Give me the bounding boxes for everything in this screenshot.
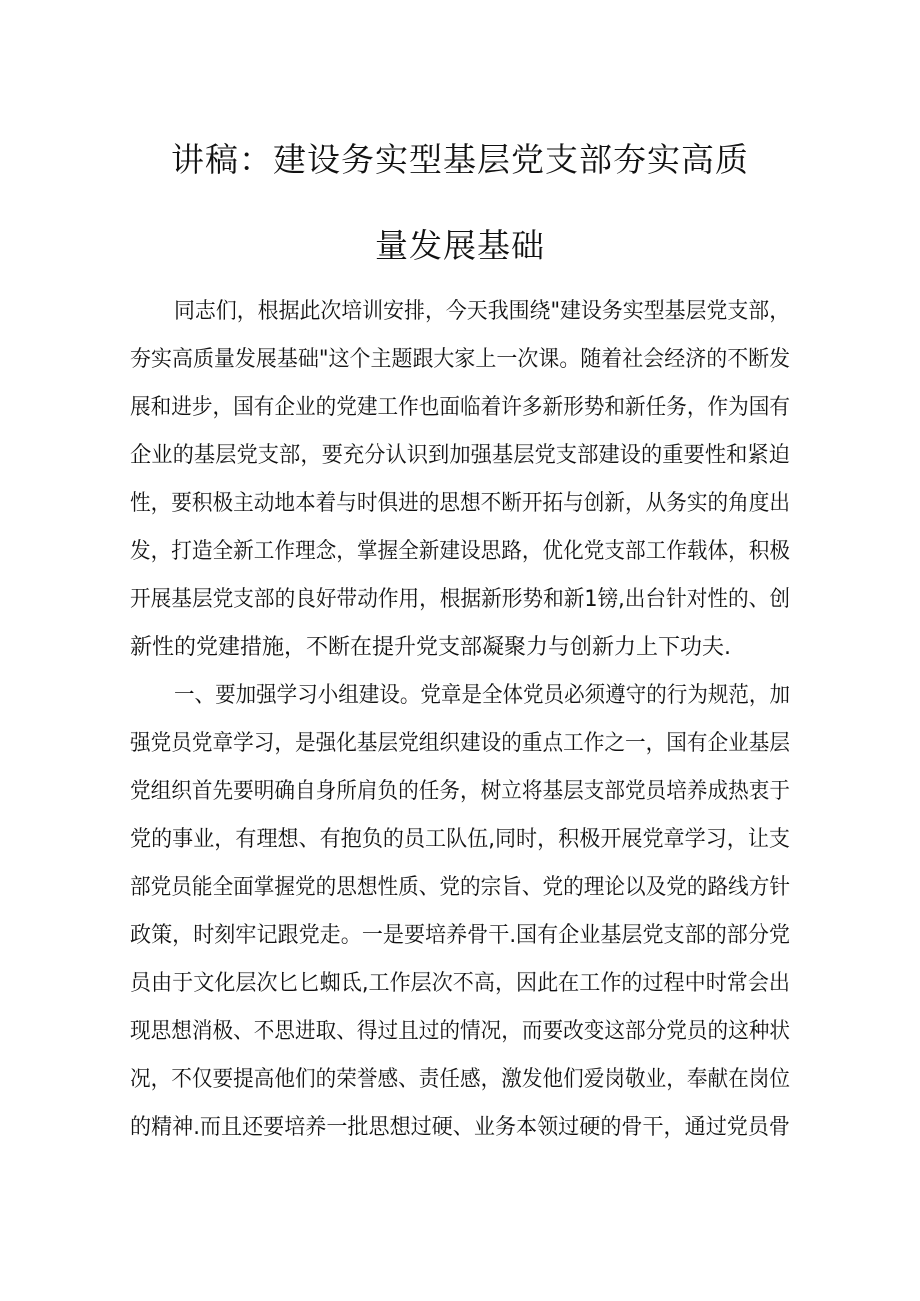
- paragraph-1-line-8: 新性的党建措施，不断在提升党支部凝聚力与创新力上下功夫.: [130, 635, 731, 660]
- paragraph-2-line-8: 现思想消极、不思进取、得过且过的情况，而要改变这部分党员的这种状: [130, 1019, 791, 1044]
- paragraph-2-line-7: 员由于文化层次匕匕蜘氐,工作层次不高，因此在工作的过程中时常会出: [130, 971, 790, 996]
- paragraph-2-line-10: 的精神.而且还要培养一批思想过硬、业务本领过硬的骨干，通过党员骨: [130, 1115, 790, 1140]
- document-title-line-2: 量发展基础: [375, 226, 545, 265]
- paragraph-1-line-3: 展和进步，国有企业的党建工作也面临着许多新形势和新任务，作为国有: [130, 395, 791, 420]
- paragraph-2-line-2: 强党员党章学习，是强化基层党组织建设的重点工作之一，国有企业基层: [130, 731, 791, 756]
- paragraph-2-line-6: 政策，时刻牢记跟党走。一是要培养骨干.国有企业基层党支部的部分党: [130, 923, 790, 948]
- paragraph-2-line-3: 党组织首先要明确自身所肩负的任务，树立将基层支部党员培养成热衷于: [130, 779, 791, 804]
- paragraph-1-line-4: 企业的基层党支部，要充分认识到加强基层党支部建设的重要性和紧迫: [130, 443, 790, 468]
- paragraph-2-line-1: 一、要加强学习小组建设。党章是全体党员必须遵守的行为规范，加: [174, 683, 790, 708]
- paragraph-2-line-4: 党的事业，有理想、有抱负的员工队伍,同时，积极开展党章学习，让支: [130, 827, 790, 852]
- paragraph-2-line-5: 部党员能全面掌握党的思想性质、党的宗旨、党的理论以及党的路线方针: [130, 875, 791, 900]
- paragraph-1-line-7: 开展基层党支部的良好带动作用，根据新形势和新1镑,出台针对性的、创: [130, 587, 790, 612]
- paragraph-1-line-6: 发，打造全新工作理念，掌握全新建设思路，优化党支部工作载体，积极: [130, 539, 791, 564]
- paragraph-1-line-5: 性，要积极主动地本着与时俱进的思想不断开拓与创新，从务实的角度出: [130, 491, 791, 516]
- paragraph-1-line-2: 夯实高质量发展基础"这个主题跟大家上一次课。随着社会经济的不断发: [130, 347, 791, 372]
- paragraph-2-line-9: 况，不仅要提高他们的荣誉感、责任感，激发他们爱岗敬业，奉献在岗位: [130, 1067, 791, 1092]
- document-title-line-1: 讲稿：建设务实型基层党支部夯实高质: [171, 140, 749, 179]
- paragraph-1-line-1: 同志们，根据此次培训安排，今天我围绕"建设务实型基层党支部，: [174, 299, 791, 324]
